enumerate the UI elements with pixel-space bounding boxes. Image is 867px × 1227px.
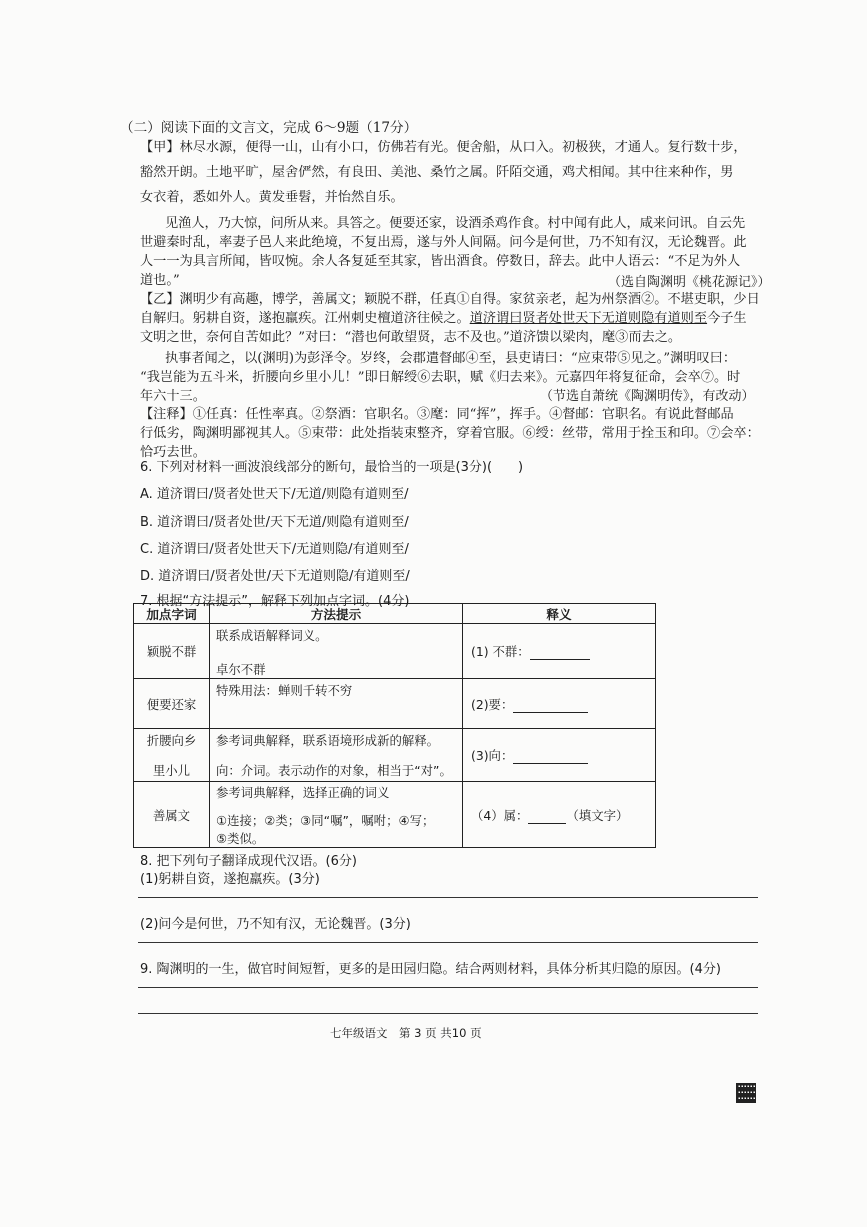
- answer-blank[interactable]: [513, 751, 588, 764]
- option-a: A. 道济谓曰/贤者处世天下/无道/则隐有道则至/: [140, 487, 409, 502]
- note-line: 【注释】①任真：任性率真。②祭酒：官职名。③麾：同“挥”，挥手。④督邮：官职名。有说此督邮品: [140, 407, 734, 422]
- hint-text: 卓尔不群: [216, 662, 266, 677]
- table-row: [134, 782, 656, 848]
- table-header: 方法提示: [210, 604, 463, 624]
- meaning-label: (2)要：: [471, 696, 514, 712]
- source-citation: （选自陶渊明《桃花源记》）: [608, 275, 771, 290]
- source-citation: （节选自萧统《陶渊明传》，有改动）: [540, 389, 755, 404]
- meaning-cell: [463, 624, 656, 679]
- word-cell: 便要还家: [134, 679, 210, 729]
- text-segment: 今子生: [707, 311, 747, 326]
- question-stem: 6. 下列对材料一画波浪线部分的断句，最恰当的一项是(3分)( ): [140, 460, 524, 475]
- hint-cell: [210, 729, 463, 782]
- passage-line: 人一一为具言所闻，皆叹惋。余人各复延至其家，皆出酒食。停数日，辞去。此中人语云：“不足为外人: [140, 254, 741, 269]
- table-header: 释义: [463, 604, 656, 624]
- hint-cell: [210, 624, 463, 679]
- word-cell: 颖脱不群: [134, 624, 210, 679]
- passage-line: 豁然开朗。土地平旷，屋舍俨然，有良田、美池、桑竹之属。阡陌交通，鸡犬相闻。其中往来种作，男: [140, 165, 734, 180]
- meaning-cell: [463, 679, 656, 729]
- passage-line: 年六十三。: [140, 389, 206, 404]
- word-cell: [134, 729, 210, 782]
- wavy-underlined-text: 道济谓曰贤者处世天下无道则隐有道则至: [469, 311, 708, 326]
- passage-line: 【乙】渊明少有高趣，博学，善属文；颖脱不群，任真①自得。家贫亲老，起为州祭酒②。不堪吏职，少日: [140, 292, 760, 307]
- question-7-stem: 7. 根据“方法提示”，解释下列加点字词。(4分): [140, 594, 410, 609]
- passage-line: 文明之世，奈何自苦如此？”对曰：“潜也何敢望贤，志不及也。”道济馈以梁肉，麾③而去之。: [140, 330, 682, 345]
- question-8-sentence-2: (2)问今是何世，乃不知有汉，无论魏晋。(3分): [140, 917, 411, 932]
- table-row: [134, 729, 656, 782]
- passage-line: 道也。”: [140, 273, 180, 288]
- answer-blank[interactable]: [513, 700, 588, 713]
- word-cell: 善属文: [134, 782, 210, 848]
- passage-line: 世避秦时乱，率妻子邑人来此绝境，不复出焉，遂与外人间隔。问今是何世，乃不知有汉，无论魏晋。此: [140, 235, 747, 250]
- hint-text: 参考词典解释，联系语境形成新的解释。: [216, 733, 440, 748]
- answer-line[interactable]: [138, 942, 758, 943]
- answer-blank[interactable]: [530, 647, 590, 660]
- text-segment: 自解归。躬耕自资，遂抱羸疾。江州刺史檀道济往候之。: [140, 311, 470, 326]
- hint-cell: [210, 782, 463, 848]
- answer-line[interactable]: [138, 897, 758, 898]
- option-d: D. 道济谓曰/贤者处世/天下无道则隐/有道则至/: [140, 569, 410, 584]
- passage-line: 见渔人，乃大惊，问所从来。具答之。便要还家，设酒杀鸡作食。村中闻有此人，咸来问讯。自云先: [165, 216, 746, 231]
- passage-line: “我岂能为五斗米，折腰向乡里小儿！”即日解绶⑥去职，赋《归去来》。元嘉四年将复征命，会卒⑦。时: [140, 370, 741, 385]
- question-8-stem: 8. 把下列句子翻译成现代汉语。(6分): [140, 854, 357, 869]
- word-text: 里小儿: [152, 763, 191, 778]
- answer-line[interactable]: [138, 1013, 758, 1014]
- hint-text: ①连接；②类；③同“嘱”，嘱咐；④写；: [216, 813, 435, 828]
- note-line: 恰巧去世。: [140, 445, 206, 460]
- table-row: [134, 624, 656, 679]
- meaning-suffix: （填文字）: [566, 807, 629, 823]
- word-text: 折腰向乡: [146, 733, 197, 748]
- meaning-label: （4）属：: [471, 807, 529, 823]
- note-line: 行低劣，陶渊明鄙视其人。⑤束带：此处指装束整齐，穿着官服。⑥绶：丝带，常用于拴玉和印。⑦会卒：: [140, 426, 760, 441]
- table-header: 加点字词: [134, 604, 210, 624]
- question-8-sentence-1: (1)躬耕自资，遂抱羸疾。(3分): [140, 872, 320, 887]
- hint-text: 特殊用法：蝉则千转不穷: [216, 683, 353, 698]
- passage-line: 女衣着，悉如外人。黄发垂髫，并怡然自乐。: [140, 190, 404, 205]
- passage-line: 执事者闻之，以(渊明)为彭泽令。岁终，会郡遣督邮④至，县吏请曰：“应束带⑤见之。”渊明叹曰：: [165, 351, 737, 366]
- page-footer: 七年级语文 第 3 页 共10 页: [330, 1026, 482, 1040]
- answer-blank[interactable]: [528, 811, 566, 824]
- meaning-label: (1) 不群：: [471, 644, 530, 659]
- hint-text: ⑤类似。: [216, 831, 265, 846]
- meaning-label: (3)向：: [471, 748, 514, 763]
- passage-line: [140, 310, 747, 328]
- table-header-row: [134, 604, 656, 624]
- hint-text: 向：介词。表示动作的对象，相当于“对”。: [216, 763, 452, 778]
- table-row: [134, 679, 656, 729]
- question-9-stem: 9. 陶渊明的一生，做官时间短暂，更多的是田园归隐。结合两则材料，具体分析其归隐的原因。(4分): [140, 962, 721, 977]
- meaning-cell: [463, 782, 656, 848]
- qr-code-icon: [736, 1083, 756, 1103]
- option-c: C. 道济谓曰/贤者处世天下/无道则隐/有道则至/: [140, 542, 409, 557]
- hint-cell: [210, 679, 463, 729]
- answer-line[interactable]: [138, 987, 758, 988]
- hint-text: 联系成语解释词义。: [216, 628, 328, 643]
- passage-line: 【甲】林尽水源，便得一山，山有小口，仿佛若有光。便舍船，从口入。初极狭，才通人。复行数十步，: [140, 140, 747, 155]
- hint-text: 参考词典解释，选择正确的词义: [216, 785, 390, 800]
- meaning-cell: [463, 729, 656, 782]
- option-b: B. 道济谓曰/贤者处世/天下无道/则隐有道则至/: [140, 515, 409, 530]
- method-table: [133, 603, 656, 848]
- section-heading: （二）阅读下面的文言文，完成 6～9题（17分）: [120, 120, 418, 136]
